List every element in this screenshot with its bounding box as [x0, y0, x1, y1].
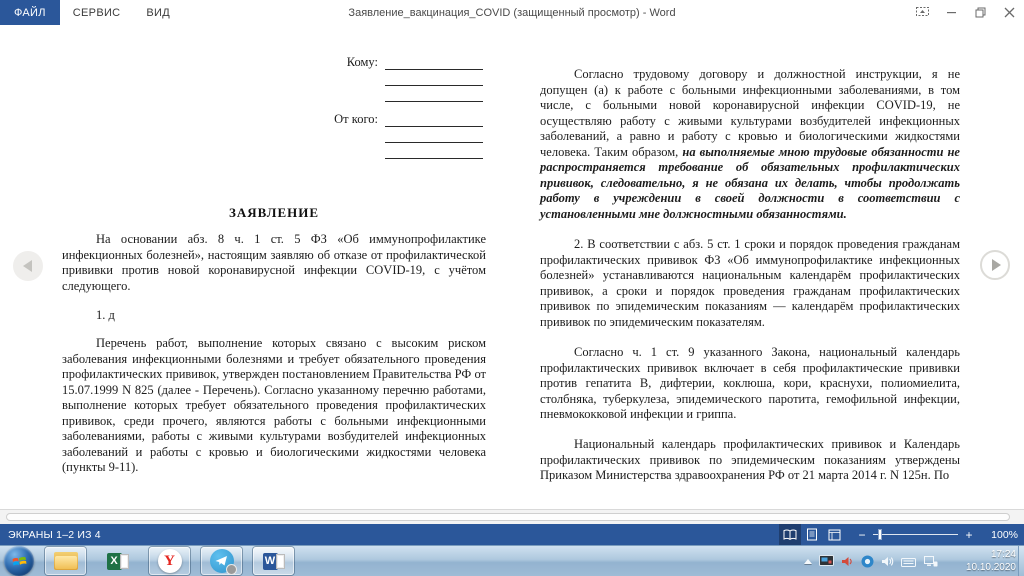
web-layout-button[interactable]: [823, 524, 845, 545]
page-1: [62, 25, 486, 511]
list-item-1: 1. д: [96, 308, 115, 322]
print-layout-button[interactable]: [801, 524, 823, 545]
arrow-left-icon: [23, 260, 32, 272]
browser-circle-tray-icon[interactable]: [861, 555, 874, 568]
blank-line[interactable]: [385, 145, 483, 159]
close-icon[interactable]: [995, 0, 1024, 25]
keyboard-tray-icon[interactable]: [901, 556, 916, 568]
blank-line[interactable]: [385, 129, 483, 143]
bold-italic-run: на выполняемые мною трудовые обязанности не распространяется требование об обязательных профилактических прививок, следовательно, я не обязана их делать, чтобы продолжать работу в учреждении в своей должности в соответствии с установленными мне должностными обязанностями.: [540, 144, 960, 221]
document-heading: ЗАЯВЛЕНИЕ: [228, 205, 320, 220]
next-screen-button[interactable]: [980, 250, 1010, 280]
hidden-icons-button[interactable]: [804, 559, 812, 564]
paragraph-right-4: Национальный календарь профилактических прививок и Календарь профилактических прививок по эпидемическим показаниям утверждены Приказом Министерства здравоохранения РФ от 21 марта 2014 г. N 125н. По: [540, 437, 960, 482]
restore-icon[interactable]: [966, 0, 995, 25]
blank-line[interactable]: [385, 72, 483, 86]
blank-line[interactable]: [385, 113, 483, 127]
paragraph-left-1: На основании абз. 8 ч. 1 ст. 5 ФЗ «Об иммунопрофилактике инфекционных болезней», настоящим заявляю об отказе от профилактической прививки против новой коронавирусной инфекции COVID-19, с учётом следующего.: [62, 232, 486, 293]
minimize-icon[interactable]: [937, 0, 966, 25]
yandex-browser-icon: Y: [158, 549, 182, 573]
paragraph-right-2: 2. В соответствии с абз. 5 ст. 1 сроки и порядок проведения гражданам профилактических прививок ФЗ «Об иммунопрофилактике инфекционных болезней» устанавливаются национальным календарём профилактических прививок, а сроки и порядок проведения гражданам профилактических прививок по эпидемическим показаниям — календарём профилактических прививок по эпидемическим показателям.: [540, 237, 960, 329]
zoom-slider-thumb[interactable]: [878, 529, 882, 540]
paragraph-right-3: Согласно ч. 1 ст. 9 указанного Закона, национальный календарь профилактических прививок включает в себя профилактические прививки против гепатита В, дифтерии, коклюша, кори, краснухи, полиомиелита, столбняка, туберкулеза, эпидемического паротита, гемофильной инфекции, пневмококковой инфекции и гриппа.: [540, 345, 960, 421]
tab-file[interactable]: ФАЙЛ: [0, 0, 60, 25]
window-controls: [908, 0, 1024, 25]
taskbar-clock[interactable]: [946, 548, 1016, 574]
zoom-in-button[interactable]: +: [965, 527, 973, 542]
clock-time: 17:24: [990, 549, 1016, 560]
paragraph-right-1: Согласно трудовому договору и должностной инструкции, я не допущен (а) к работе с больными инфекционными заболеваниями, в том числе, с больными новой коронавирусной инфекции COVID-19, не осуществляю работу с живыми культурами возбудителей инфекционных заболеваний, а равно и работу с кровью и биологическими жидкостями человека. Таким образом, на выполняемые мною трудовые обязанности не распространяется требование об обязательных профилактических прививок, следовательно, я не обязана их делать, чтобы продолжать работу в учреждении в своей должности в соответствии с установленными мне должностными обязанностями.: [540, 67, 960, 221]
telegram-icon: [210, 549, 234, 573]
show-desktop-button[interactable]: [1018, 546, 1024, 576]
start-button[interactable]: [4, 546, 34, 576]
horizontal-scrollbar[interactable]: [0, 509, 1024, 524]
word-icon: W: [263, 553, 285, 570]
arrow-right-icon: [992, 259, 1001, 271]
excel-icon: X: [107, 553, 129, 570]
zoom-control: [855, 528, 1018, 542]
windows-logo-icon: [12, 554, 27, 569]
system-tray: [804, 546, 938, 576]
zoom-out-button[interactable]: −: [858, 527, 866, 542]
screens-indicator[interactable]: ЭКРАНЫ 1–2 ИЗ 4: [8, 528, 101, 541]
notification-badge: [226, 564, 237, 575]
print-layout-icon: [806, 528, 818, 541]
document-area: [0, 25, 1024, 524]
read-mode-icon: [783, 529, 797, 541]
ribbon-display-options-icon[interactable]: [908, 0, 937, 25]
network-tray-icon[interactable]: [923, 555, 938, 568]
blank-line[interactable]: [385, 56, 483, 70]
clock-date: 10.10.2020: [965, 562, 1016, 573]
status-bar: [0, 524, 1024, 545]
explorer-icon: [54, 552, 78, 570]
from-label: От кого:: [334, 112, 378, 126]
tab-service[interactable]: СЕРВИС: [72, 6, 121, 19]
previous-screen-button[interactable]: [13, 251, 43, 281]
read-mode-button[interactable]: [779, 524, 801, 545]
page-2: [540, 25, 960, 511]
taskbar-yandex-browser-button[interactable]: [149, 547, 190, 575]
taskbar-word-button[interactable]: [253, 547, 294, 575]
to-label: Кому:: [346, 55, 378, 69]
address-block: [243, 54, 483, 159]
tab-view[interactable]: ВИД: [146, 6, 170, 19]
titlebar: [0, 0, 1024, 25]
display-tray-icon[interactable]: [819, 555, 834, 568]
horizontal-scrollbar-thumb[interactable]: [6, 513, 1010, 521]
taskbar-excel-button[interactable]: [97, 547, 138, 575]
blank-line[interactable]: [385, 88, 483, 102]
zoom-level[interactable]: 100%: [991, 528, 1018, 541]
taskbar: [0, 545, 1024, 576]
window-title: Заявление_вакцинация_COVID (защищенный просмотр) - Word: [348, 6, 676, 19]
volume-red-tray-icon[interactable]: [841, 555, 854, 568]
taskbar-telegram-button[interactable]: [201, 547, 242, 575]
taskbar-explorer-button[interactable]: [45, 547, 86, 575]
web-layout-icon: [828, 529, 841, 541]
speaker-tray-icon[interactable]: [881, 555, 894, 568]
paragraph-left-2: Перечень работ, выполнение которых связано с высоким риском заболевания инфекционными болезнями и требует обязательного проведения профилактических прививок, утвержден постановлением Правительства РФ от 15.07.1999 N 825 (далее - Перечень). Согласно указанному перечню работами, выполнение которых требует обязательного проведения профилактических прививок, среди прочего, являются работы с больными инфекционными заболеваниями, работы с живыми культурами возбудителей инфекционных заболеваний и работы с кровью и биологическими жидкостями человека (пункты 9-11).: [62, 336, 486, 474]
zoom-slider[interactable]: [873, 534, 958, 535]
